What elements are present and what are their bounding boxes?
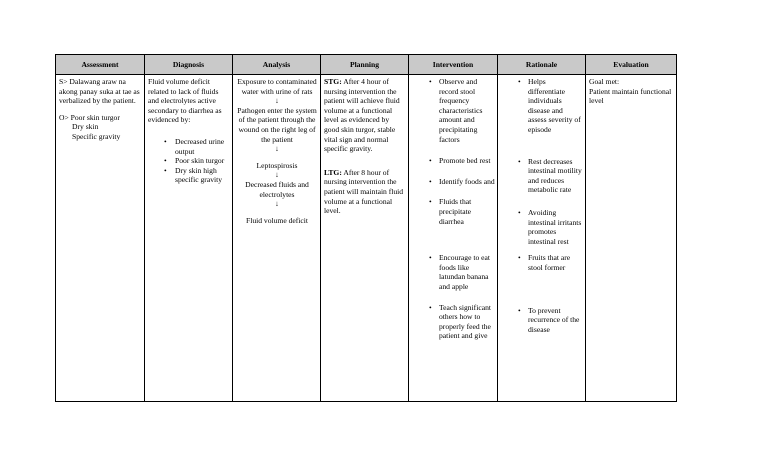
objective-item: Specific gravity: [72, 131, 121, 141]
list-item: • Poor skin turgor: [164, 156, 225, 166]
bullet-icon: •: [518, 77, 521, 86]
analysis-step: Exposure to contaminated water with urine of rats: [237, 77, 317, 96]
analysis-cell: [233, 75, 321, 402]
evidence-list: [148, 137, 230, 185]
list-item: • Fluids that precipitate diarrhea: [429, 197, 472, 226]
bullet-icon: •: [164, 136, 167, 146]
short-term-goal: [324, 77, 406, 154]
header-diagnosis: Diagnosis: [145, 55, 233, 75]
bullet-icon: •: [164, 165, 167, 175]
diagnosis-statement: Fluid volume deficit related to lack of fluids and electrolytes active secondary to diarrhea as evidenced by:: [148, 77, 222, 125]
header-rationale: Rationale: [498, 55, 586, 75]
rationale-cell: [498, 75, 586, 402]
diagnosis-cell: [145, 75, 233, 402]
objective-item: Dry skin: [72, 122, 99, 132]
content-row: [56, 75, 677, 402]
list-item: • To prevent recurrence of the disease: [518, 305, 580, 334]
analysis-step: Decreased fluids and electrolytes: [245, 179, 309, 199]
list-item: • Dry skin high specific gravity: [164, 165, 223, 185]
bullet-icon: •: [429, 156, 432, 166]
bullet-icon: •: [164, 156, 167, 166]
bullet-icon: •: [429, 176, 432, 186]
analysis-step: Fluid volume deficit: [245, 215, 308, 225]
ltg-label: LTG:: [324, 167, 342, 177]
evaluation-text: Patient maintain functional level: [589, 86, 672, 106]
list-item: • Identify foods and: [429, 176, 495, 186]
list-item: • Avoiding intestinal irritants promotes intestinal rest: [518, 207, 582, 246]
bullet-icon: •: [429, 77, 432, 86]
down-arrow-icon: ↓: [275, 170, 279, 180]
list-item: • Rest decreases intestinal motility and reduces metabolic rate: [518, 156, 582, 195]
evaluation-cell: [586, 75, 677, 402]
planning-cell: [321, 75, 409, 402]
header-evaluation: Evaluation: [586, 55, 677, 75]
header-assessment: Assessment: [56, 55, 145, 75]
list-item: • Helps differentiate individuals disease and assess severity of episode: [518, 77, 581, 134]
list-item: • Teach significant others how to properly feed the patient and give: [429, 302, 491, 341]
evaluation-goal: Goal met:: [589, 77, 620, 86]
analysis-step: Pathogen enter the system of the patient through the wound on the right leg of the patient: [237, 105, 317, 144]
header-intervention: Intervention: [409, 55, 498, 75]
stg-text: After 4 hour of nursing intervention the patient will achieve fluid volume at a functional level as evidenced by good skin turgor, stable vital sign and normal specific gravity.: [324, 77, 400, 154]
objective-label: O> Poor skin turgor: [59, 112, 120, 122]
bullet-icon: •: [518, 253, 521, 263]
intervention-cell: [409, 75, 498, 402]
header-analysis: Analysis: [233, 55, 321, 75]
bullet-icon: •: [518, 305, 521, 315]
list-item: • Observe and record stool frequency characteristics amount and precipitating factors: [429, 77, 483, 144]
list-item: • Decreased urine output: [164, 136, 225, 156]
nursing-care-plan-table: [55, 54, 677, 402]
list-item: • Promote bed rest: [429, 156, 491, 166]
bullet-icon: •: [429, 253, 432, 263]
assessment-cell: [56, 75, 145, 402]
bullet-icon: •: [429, 197, 432, 207]
down-arrow-icon: ↓: [275, 144, 279, 154]
intervention-list: [412, 77, 495, 341]
subjective-data: S> Dalawang araw na akong panay suka at tae as verbalized by the patient.: [59, 77, 140, 106]
header-row: [56, 55, 677, 75]
bullet-icon: •: [429, 302, 432, 312]
down-arrow-icon: ↓: [275, 199, 279, 209]
list-item: • Encourage to eat foods like latundan banana and apple: [429, 253, 491, 291]
rationale-list: [501, 77, 583, 334]
analysis-step: Leptospirosis: [256, 160, 298, 170]
down-arrow-icon: ↓: [275, 96, 279, 106]
list-item: • Fruits that are stool former: [518, 253, 571, 272]
bullet-icon: •: [518, 156, 521, 166]
stg-label: STG:: [324, 77, 342, 86]
header-planning: Planning: [321, 55, 409, 75]
ltg-text: After 8 hour of nursing intervention the patient will maintain fluid volume at a functional level.: [324, 167, 404, 216]
long-term-goal: [324, 168, 406, 216]
bullet-icon: •: [518, 207, 521, 217]
